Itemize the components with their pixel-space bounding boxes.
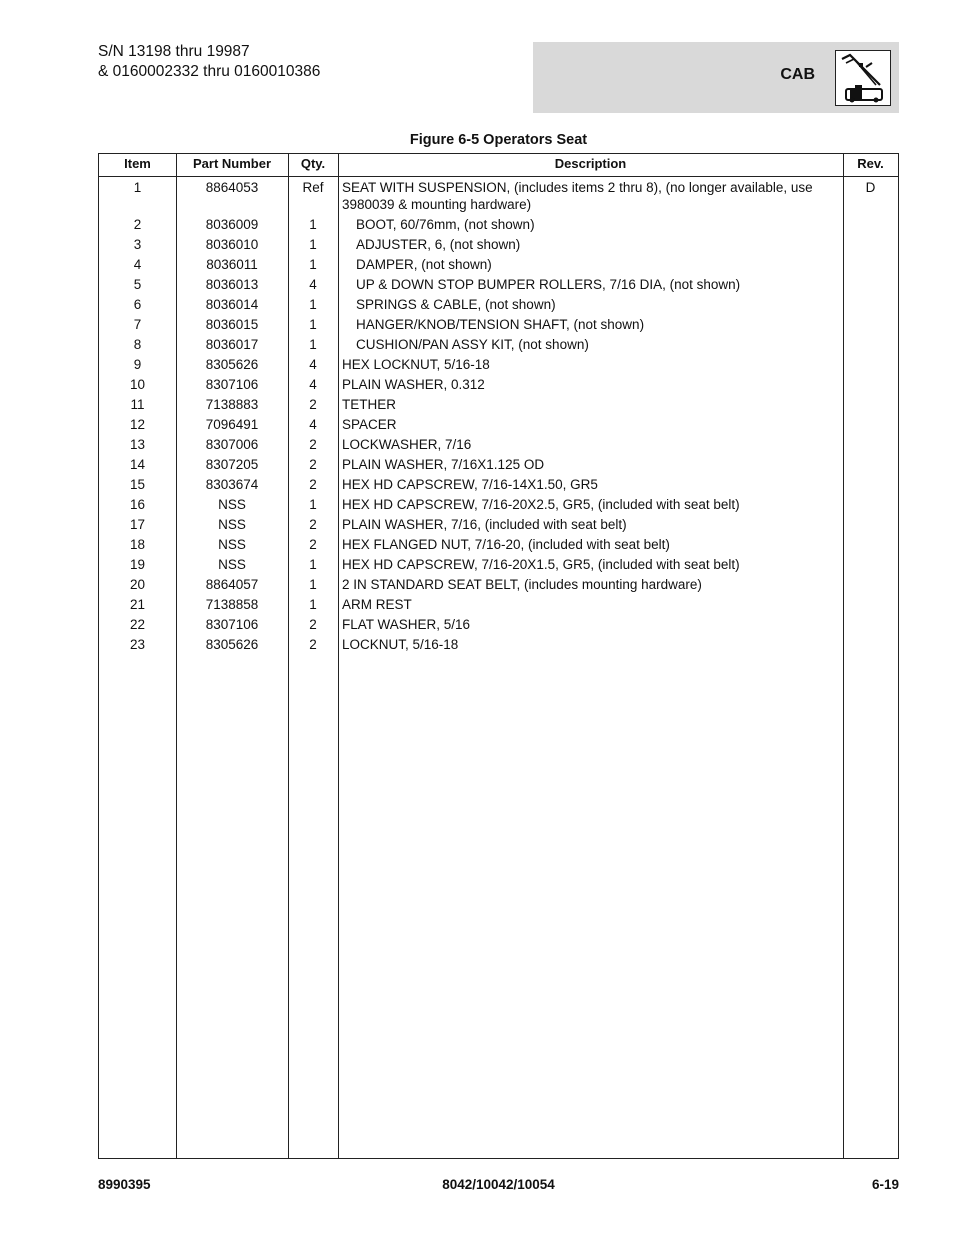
qty-cell: 4: [309, 376, 317, 392]
part-number-cell: 8305626: [205, 356, 259, 372]
rev-cell: [843, 336, 898, 353]
qty-cell: 2: [309, 436, 317, 452]
rev-cell: [843, 496, 898, 513]
table-row: [99, 554, 898, 574]
table-row: [99, 354, 898, 374]
table-row: [99, 594, 898, 614]
part-number-cell: 8036009: [205, 216, 259, 232]
table-row: [99, 394, 898, 414]
item-cell: 5: [133, 276, 142, 292]
description-cell: ARM REST: [342, 596, 412, 612]
qty-cell: 1: [309, 236, 317, 252]
description-cell: FLAT WASHER, 5/16: [342, 616, 471, 632]
table-row: [99, 414, 898, 434]
item-cell: 21: [129, 596, 146, 612]
rev-cell: [843, 456, 898, 473]
part-number-cell: NSS: [218, 536, 246, 552]
part-number-cell: 8036017: [205, 336, 259, 352]
table-row: [99, 234, 898, 254]
item-cell: 14: [129, 456, 146, 472]
part-number-cell: NSS: [218, 556, 246, 572]
rev-cell: [843, 536, 898, 553]
table-row: [99, 574, 898, 594]
qty-cell: 2: [309, 396, 317, 412]
part-number-cell: 8036015: [205, 316, 259, 332]
table-row: [99, 334, 898, 354]
item-cell: 13: [129, 436, 146, 452]
rev-cell: [843, 476, 898, 493]
qty-cell: 2: [309, 636, 317, 652]
qty-cell: 1: [309, 316, 317, 332]
rev-cell: [843, 636, 898, 653]
part-number-cell: 7096491: [205, 416, 259, 432]
rev-cell: [843, 396, 898, 413]
qty-cell: 2: [309, 536, 317, 552]
rev-cell: D: [865, 179, 876, 195]
description-cell: UP & DOWN STOP BUMPER ROLLERS, 7/16 DIA, (not shown): [356, 276, 741, 292]
table-row: [99, 494, 898, 514]
rev-cell: [843, 376, 898, 393]
item-cell: 12: [129, 416, 146, 432]
item-cell: 23: [129, 636, 146, 652]
part-number-cell: 8036013: [205, 276, 259, 292]
header-description: Description: [554, 156, 627, 171]
footer-page-number: 6-19: [871, 1177, 899, 1192]
table-row: [99, 534, 898, 554]
qty-cell: 1: [309, 216, 317, 232]
header-qty: Qty.: [300, 156, 326, 171]
serial-line-2: & 0160002332 thru 0160010386: [98, 63, 321, 80]
part-number-cell: 8036010: [205, 236, 259, 252]
rev-cell: [843, 316, 898, 333]
rev-cell: [843, 256, 898, 273]
rev-cell: [843, 216, 898, 233]
rev-cell: [843, 576, 898, 593]
part-number-cell: 8036014: [205, 296, 259, 312]
qty-cell: 4: [309, 416, 317, 432]
rev-cell: [843, 516, 898, 533]
qty-cell: 2: [309, 476, 317, 492]
header-item: Item: [124, 156, 151, 171]
item-cell: 6: [133, 296, 142, 312]
table-row: [99, 314, 898, 334]
description-cell: 2 IN STANDARD SEAT BELT, (includes mounting hardware): [342, 576, 702, 592]
part-number-cell: 8307106: [205, 616, 259, 632]
figure-title: Figure 6-5 Operators Seat: [409, 132, 588, 148]
item-cell: 4: [133, 256, 142, 272]
serial-number-block: [98, 42, 320, 82]
table-row: [99, 634, 898, 654]
rev-cell: [843, 416, 898, 433]
qty-cell: 2: [309, 616, 317, 632]
rev-cell: [843, 436, 898, 453]
parts-table: [98, 153, 899, 1159]
description-cell: PLAIN WASHER, 7/16, (included with seat belt): [342, 516, 627, 532]
footer-doc-number: 8990395: [98, 1177, 151, 1192]
item-cell: 18: [129, 536, 146, 552]
qty-cell: 2: [309, 516, 317, 532]
description-cell: CUSHION/PAN ASSY KIT, (not shown): [356, 336, 589, 352]
rev-cell: [843, 356, 898, 373]
rev-cell: [843, 616, 898, 633]
description-cell: HEX HD CAPSCREW, 7/16-20X2.5, GR5, (included with seat belt): [342, 496, 740, 512]
qty-cell: 1: [309, 596, 317, 612]
header-part-number: Part Number: [192, 156, 272, 171]
item-cell: 19: [129, 556, 146, 572]
description-cell: HEX HD CAPSCREW, 7/16-20X1.5, GR5, (included with seat belt): [342, 556, 740, 572]
description-cell: HEX LOCKNUT, 5/16-18: [342, 356, 490, 372]
qty-cell: 2: [309, 456, 317, 472]
section-title: CAB: [780, 66, 815, 83]
part-number-cell: 8305626: [205, 636, 259, 652]
part-number-cell: 8303674: [205, 476, 259, 492]
qty-cell: 1: [309, 496, 317, 512]
part-number-cell: NSS: [218, 496, 246, 512]
item-cell: 2: [133, 216, 142, 232]
item-cell: 3: [133, 236, 142, 252]
item-cell: 11: [130, 396, 145, 412]
part-number-cell: 8864053: [205, 179, 259, 195]
item-cell: 22: [129, 616, 146, 632]
qty-cell: 4: [309, 276, 317, 292]
qty-cell: 4: [309, 356, 317, 372]
description-cell: SPACER: [342, 416, 397, 432]
description-cell: PLAIN WASHER, 0.312: [342, 376, 485, 392]
header-rev: Rev.: [857, 156, 884, 171]
qty-cell: 1: [309, 296, 317, 312]
description-cell: SEAT WITH SUSPENSION, (includes items 2 thru 8), (no longer available, use 3980039 & mounting hardware): [342, 179, 813, 212]
rev-cell: [843, 596, 898, 613]
part-number-cell: 7138883: [205, 396, 259, 412]
table-row: [99, 474, 898, 494]
table-row: [99, 214, 898, 234]
qty-cell: 1: [309, 336, 317, 352]
description-cell: PLAIN WASHER, 7/16X1.125 OD: [342, 456, 545, 472]
qty-cell: 1: [309, 556, 317, 572]
part-number-cell: 7138858: [205, 596, 259, 612]
serial-line-1: S/N 13198 thru 19987: [98, 43, 250, 60]
table-row: [99, 374, 898, 394]
description-cell: HEX FLANGED NUT, 7/16-20, (included with seat belt): [342, 536, 670, 552]
qty-cell: 1: [309, 256, 317, 272]
table-body: [99, 177, 898, 654]
item-cell: 20: [129, 576, 146, 592]
item-cell: 15: [129, 476, 146, 492]
item-cell: 8: [133, 336, 142, 352]
description-cell: DAMPER, (not shown): [356, 256, 492, 272]
item-cell: 10: [129, 376, 146, 392]
description-cell: HEX HD CAPSCREW, 7/16-14X1.50, GR5: [342, 476, 598, 492]
description-cell: LOCKNUT, 5/16-18: [342, 636, 459, 652]
part-number-cell: 8864057: [205, 576, 259, 592]
item-cell: 17: [129, 516, 146, 532]
qty-cell: Ref: [302, 179, 324, 195]
rev-cell: [843, 296, 898, 313]
rev-cell: [843, 276, 898, 293]
boom-lift-cab-icon: [835, 50, 891, 106]
item-cell: 16: [129, 496, 146, 512]
description-cell: LOCKWASHER, 7/16: [342, 436, 472, 452]
qty-cell: 1: [309, 576, 317, 592]
item-cell: 7: [133, 316, 142, 332]
rev-cell: [843, 236, 898, 253]
description-cell: HANGER/KNOB/TENSION SHAFT, (not shown): [356, 316, 645, 332]
rev-cell: [843, 556, 898, 573]
description-cell: BOOT, 60/76mm, (not shown): [356, 216, 535, 232]
footer-model: 8042/10042/10054: [442, 1177, 555, 1192]
description-cell: ADJUSTER, 6, (not shown): [356, 236, 521, 252]
table-row: [99, 254, 898, 274]
description-cell: TETHER: [342, 396, 396, 412]
table-row: [99, 614, 898, 634]
part-number-cell: NSS: [218, 516, 246, 532]
section-header: [533, 42, 899, 113]
part-number-cell: 8307006: [205, 436, 259, 452]
table-row: [99, 434, 898, 454]
item-cell: 9: [133, 356, 142, 372]
part-number-cell: 8036011: [206, 256, 258, 272]
table-row: [99, 274, 898, 294]
table-row: [99, 514, 898, 534]
part-number-cell: 8307205: [205, 456, 259, 472]
item-cell: 1: [133, 179, 142, 195]
part-number-cell: 8307106: [205, 376, 259, 392]
table-row: [99, 294, 898, 314]
description-cell: SPRINGS & CABLE, (not shown): [356, 296, 556, 312]
table-row: [99, 454, 898, 474]
table-row: [99, 177, 898, 214]
